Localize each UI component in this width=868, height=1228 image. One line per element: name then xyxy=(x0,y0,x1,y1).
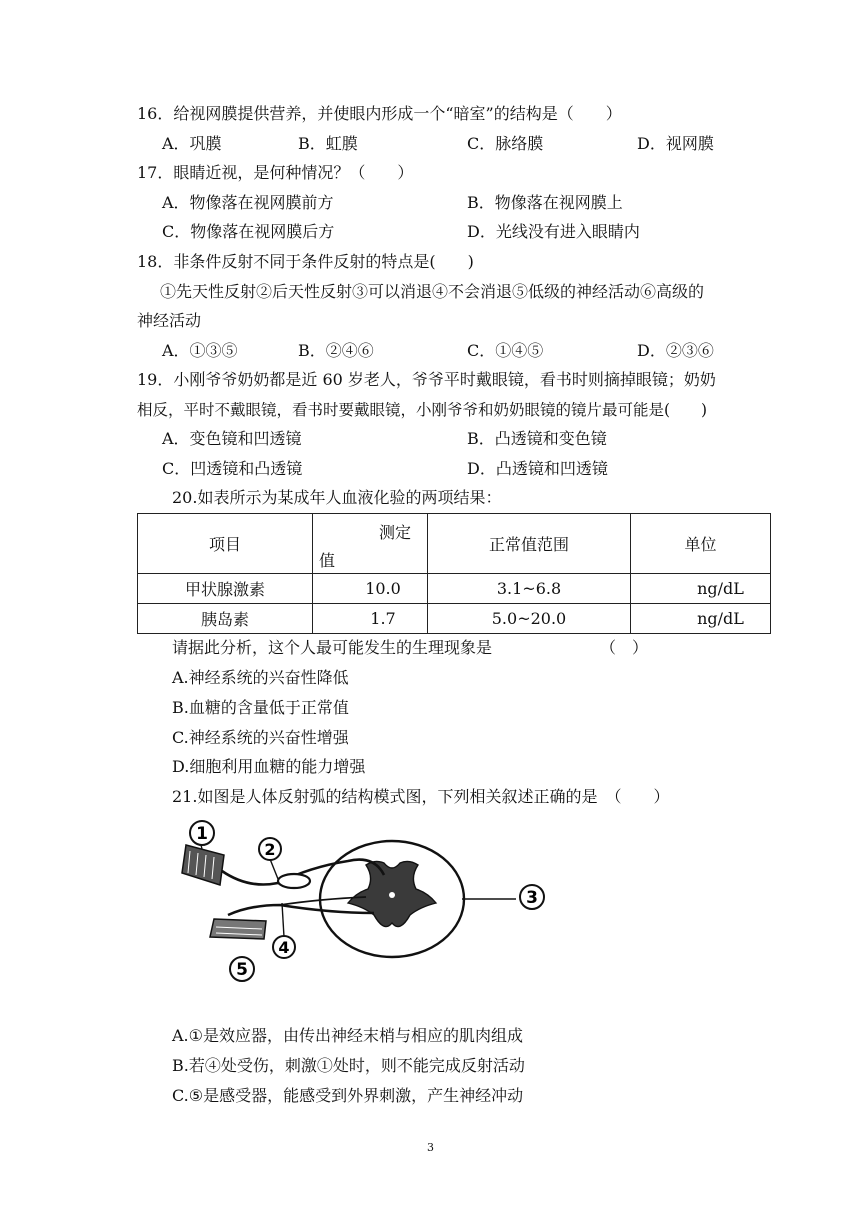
q19-option-d: D．凸透镜和凹透镜 xyxy=(467,459,608,478)
q20-question: 请据此分析，这个人最可能发生的生理现象是 xyxy=(172,638,493,657)
svg-text:2: 2 xyxy=(264,840,276,859)
label-3 xyxy=(520,885,544,909)
cell-unit: ng/dL xyxy=(631,604,771,634)
q18-stem: 18．非条件反射不同于条件反射的特点是( ) xyxy=(137,252,474,271)
q19-option-a: A．变色镜和凹透镜 xyxy=(162,429,302,448)
cell-range: 3.1~6.8 xyxy=(428,574,631,604)
q21-option-c: C.⑤是感受器，能感受到外界刺激，产生神经冲动 xyxy=(172,1086,524,1105)
q16-stem: 16．给视网膜提供营养，并使眼内形成一个“暗室”的结构是（ ） xyxy=(137,104,622,123)
q20-option-c: C.神经系统的兴奋性增强 xyxy=(172,728,349,747)
q20-option-b: B.血糖的含量低于正常值 xyxy=(172,698,349,717)
cell-measured: 1.7 xyxy=(313,604,428,634)
page-number: 3 xyxy=(427,1141,434,1154)
svg-text:4: 4 xyxy=(278,938,290,957)
label-1 xyxy=(190,821,214,845)
receptor-skin-icon xyxy=(182,845,224,885)
q16-option-b: B．虹膜 xyxy=(298,134,358,153)
header-measured-line2: 值 xyxy=(319,551,336,570)
label-4 xyxy=(273,936,295,958)
table-header-row xyxy=(138,514,771,574)
q17-option-b: B．物像落在视网膜上 xyxy=(467,193,623,212)
svg-text:1: 1 xyxy=(196,824,208,844)
cell-range: 5.0~20.0 xyxy=(428,604,631,634)
q18-statements-cont: 神经活动 xyxy=(137,311,202,330)
q17-option-a: A．物像落在视网膜前方 xyxy=(162,193,334,212)
header-normal-range: 正常值范围 xyxy=(428,514,631,574)
q18-option-c: C．①④⑤ xyxy=(467,341,544,360)
effector-muscle-icon xyxy=(210,919,266,939)
q18-option-b: B．②④⑥ xyxy=(298,341,374,360)
q19-stem: 19．小刚爷爷奶奶都是近 60 岁老人，爷爷平时戴眼镜，看书时则摘掉眼镜；奶奶 xyxy=(137,370,716,389)
q17-option-d: D．光线没有进入眼睛内 xyxy=(467,222,640,241)
q19-stem-cont: 相反，平时不戴眼镜，看书时要戴眼镜，小刚爷爷和奶奶眼镜的镜片最可能是( ) xyxy=(137,401,708,419)
q18-option-d: D．②③⑥ xyxy=(637,341,714,360)
cell-item: 甲状腺激素 xyxy=(138,574,313,604)
q16-option-c: C．脉络膜 xyxy=(467,134,544,153)
q18-statements: ①先天性反射②后天性反射③可以消退④不会消退⑤低级的神经活动⑥高级的 xyxy=(160,282,705,301)
label-2 xyxy=(259,838,281,860)
header-measured-line1: 测定 xyxy=(378,523,411,542)
header-measured xyxy=(313,514,428,574)
q21-option-a: A.①是效应器，由传出神经末梢与相应的肌肉组成 xyxy=(172,1026,523,1045)
svg-text:3: 3 xyxy=(526,888,538,908)
q21-stem: 21.如图是人体反射弧的结构模式图，下列相关叙述正确的是 （ ） xyxy=(172,787,670,806)
q18-option-a: A．①③⑤ xyxy=(162,341,238,360)
reflex-arc-diagram xyxy=(170,815,570,990)
cell-item: 胰岛素 xyxy=(138,604,313,634)
q20-option-d: D.细胞利用血糖的能力增强 xyxy=(172,757,366,776)
label-5 xyxy=(230,957,254,981)
q19-option-c: C．凹透镜和凸透镜 xyxy=(162,459,303,478)
table-row xyxy=(138,574,771,604)
q16-option-a: A．巩膜 xyxy=(162,134,222,153)
lab-results-table xyxy=(137,513,771,634)
q19-option-b: B．凸透镜和变色镜 xyxy=(467,429,607,448)
q20-answer-paren: （ ） xyxy=(600,638,649,657)
table-row xyxy=(138,604,771,634)
header-unit: 单位 xyxy=(631,514,771,574)
q20-stem: 20.如表所示为某成年人血液化验的两项结果： xyxy=(172,488,502,507)
header-item: 项目 xyxy=(138,514,313,574)
cell-unit: ng/dL xyxy=(631,574,771,604)
cell-measured: 10.0 xyxy=(313,574,428,604)
q16-option-d: D．视网膜 xyxy=(637,134,714,153)
q17-stem: 17．眼睛近视，是何种情况？（ ） xyxy=(137,163,414,182)
q20-option-a: A.神经系统的兴奋性降低 xyxy=(172,668,349,687)
q17-option-c: C．物像落在视网膜后方 xyxy=(162,222,335,241)
svg-text:5: 5 xyxy=(236,960,248,980)
q21-option-b: B.若④处受伤，刺激①处时，则不能完成反射活动 xyxy=(172,1056,525,1075)
ganglion xyxy=(278,874,310,888)
